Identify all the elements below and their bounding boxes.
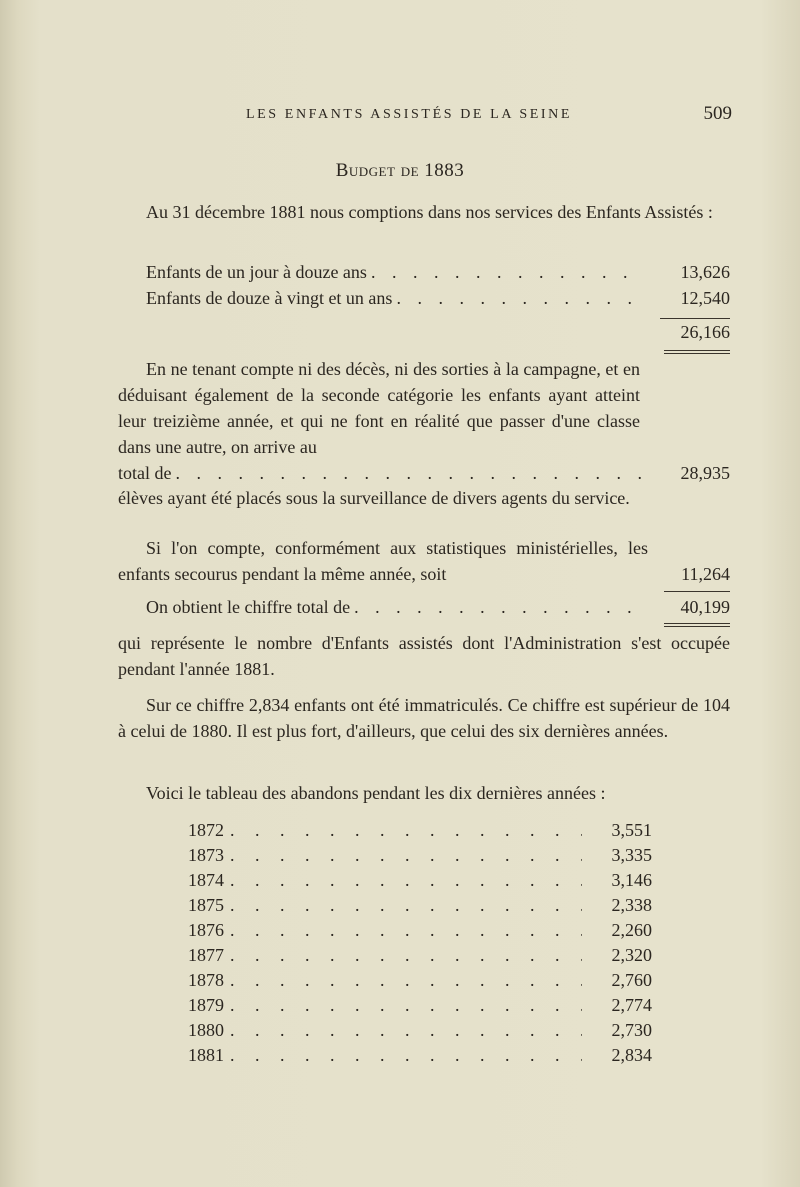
leader-dots — [230, 993, 582, 1018]
children-line-2-value: 12,540 — [680, 288, 730, 308]
children-total-row — [146, 319, 730, 345]
table-year: 1873 — [188, 845, 224, 865]
children-line-1 — [146, 259, 730, 285]
leader-dots — [230, 968, 582, 993]
paragraph-5: Sur ce chiffre 2,834 enfants ont été immatriculés. Ce chiffre est supérieur de 104 à celui de 1880. Il est plus fort, d'ailleurs, que celui des six dernières années. — [118, 695, 730, 741]
table-year: 1878 — [188, 970, 224, 990]
children-line-1-label: Enfants de un jour à douze ans — [146, 262, 367, 282]
table-row — [188, 993, 652, 1018]
leader-dots — [230, 1043, 582, 1068]
paragraph-2-tail: élèves ayant été placés sous la surveillance de divers agents du service. — [118, 488, 630, 508]
leader-dots — [230, 818, 582, 843]
leader-dots — [354, 594, 642, 620]
table-row — [188, 893, 652, 918]
intro-paragraph: Au 31 décembre 1881 nous comptions dans nos services des Enfants Assistés : — [146, 202, 713, 222]
leader-dots — [396, 285, 642, 311]
table-value: 2,260 — [611, 920, 652, 940]
children-total: 26,166 — [680, 322, 730, 342]
total-de-label: total de — [118, 463, 172, 483]
grand-total-value: 40,199 — [680, 597, 730, 617]
leader-dots — [371, 259, 642, 285]
table-value: 2,320 — [611, 945, 652, 965]
table-value: 3,146 — [611, 870, 652, 890]
table-year: 1877 — [188, 945, 224, 965]
grand-total-rule — [664, 591, 730, 592]
table-row — [188, 818, 652, 843]
table-value: 2,834 — [611, 1045, 652, 1065]
leader-dots — [230, 918, 582, 943]
table-year: 1880 — [188, 1020, 224, 1040]
children-line-2 — [146, 285, 730, 311]
children-line-2-label: Enfants de douze à vingt et un ans — [146, 288, 393, 308]
grand-double-rule-top — [664, 623, 730, 624]
page-header — [120, 103, 732, 127]
paragraph-4: qui représente le nombre d'Enfants assistés dont l'Administration s'est occupée pendant l'année 1881. — [118, 633, 730, 679]
table-row — [188, 918, 652, 943]
double-rule-top — [664, 350, 730, 351]
table-row — [188, 943, 652, 968]
leader-dots — [230, 843, 582, 868]
table-year: 1876 — [188, 920, 224, 940]
table-value: 2,338 — [611, 895, 652, 915]
paragraph-3: Si l'on compte, conformément aux statistiques ministérielles, les enfants secourus pendant la même année, soit — [118, 538, 648, 584]
total-de-row — [118, 460, 730, 486]
table-year: 1881 — [188, 1045, 224, 1065]
paragraph-3-value: 11,264 — [681, 564, 730, 584]
table-value: 3,335 — [611, 845, 652, 865]
table-value: 2,760 — [611, 970, 652, 990]
grand-total-label: On obtient le chiffre total de — [146, 597, 351, 617]
table-year: 1875 — [188, 895, 224, 915]
leader-dots — [230, 943, 582, 968]
paragraph-2: En ne tenant compte ni des décès, ni des sorties à la campagne, et en déduisant également de la seconde catégorie les enfants ayant atteint leur treizième année, et qui ne font en réalité que passer d'une classe dans une autre, on arrive au — [118, 359, 640, 457]
table-value: 2,774 — [611, 995, 652, 1015]
section-title — [0, 160, 800, 182]
grand-total-row — [146, 594, 730, 620]
table-row — [188, 1018, 652, 1043]
table-value: 3,551 — [611, 820, 652, 840]
running-title: LES ENFANTS ASSISTÉS DE LA SEINE — [246, 107, 573, 122]
table-row — [188, 843, 652, 868]
leader-dots — [230, 1018, 582, 1043]
leader-dots — [175, 460, 642, 486]
total-de-value: 28,935 — [680, 463, 730, 483]
children-line-1-value: 13,626 — [680, 262, 730, 282]
leader-dots — [230, 868, 582, 893]
section-title-text: Budget de 1883 — [335, 160, 465, 181]
table-row — [188, 868, 652, 893]
table-year: 1879 — [188, 995, 224, 1015]
grand-double-rule-bottom — [664, 626, 730, 627]
table-row — [188, 1043, 652, 1068]
paragraph-6: Voici le tableau des abandons pendant les dix dernières années : — [146, 783, 606, 803]
leader-dots — [230, 893, 582, 918]
table-year: 1872 — [188, 820, 224, 840]
double-rule-bottom — [664, 353, 730, 354]
page-number: 509 — [703, 103, 732, 124]
table-row — [188, 968, 652, 993]
table-value: 2,730 — [611, 1020, 652, 1040]
table-year: 1874 — [188, 870, 224, 890]
